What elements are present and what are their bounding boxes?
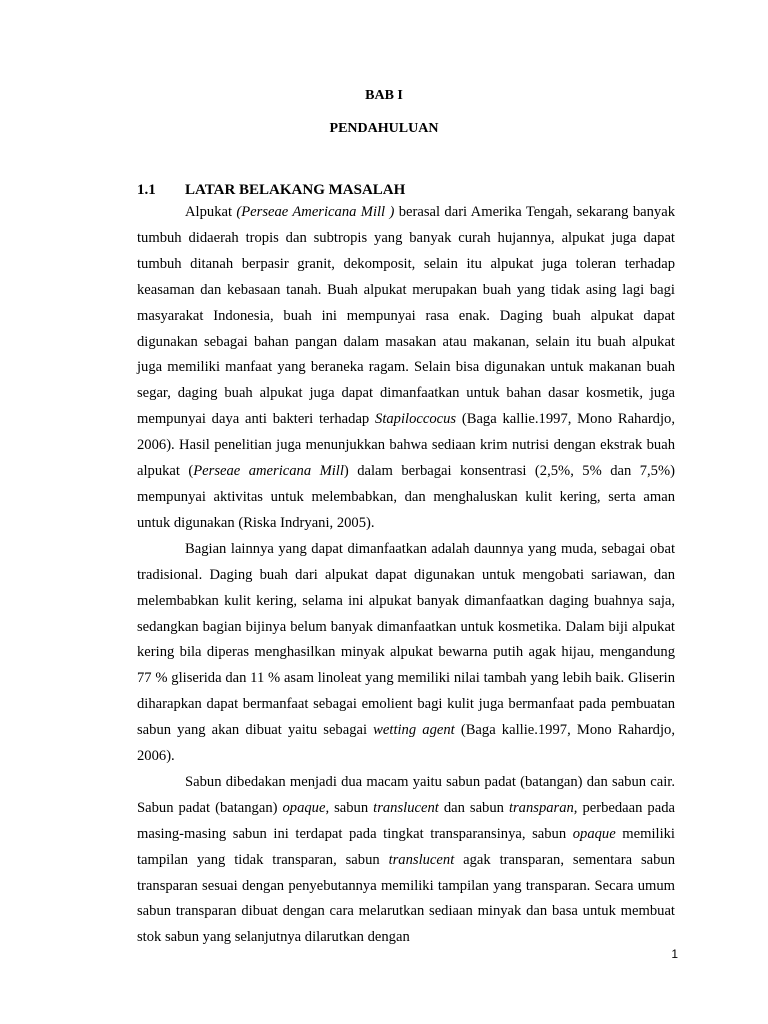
text-run: ) dalam berbagai konsentrasi (2,5%, 5% dan 7,5%) mempunyai aktivitas untuk melembabkan, dan menghaluskan kulit kering, serta aman untuk digunakan (Riska Indryani, 2005). bbox=[137, 463, 675, 531]
paragraph-2 bbox=[137, 537, 675, 770]
italic-text: transparan, bbox=[508, 799, 578, 816]
text-run: agak transparan, sementara sabun transparan sesuai dengan penyebutannya memiliki tampilan yang transparan. Secara umum sabun transparan dibuat dengan cara melarutkan sediaan minyak dan basa untuk membuat stok sabun yang selanjutnya dilarutkan dengan bbox=[137, 851, 675, 946]
text-run: perbedaan pada masing-masing sabun ini terdapat pada tingkat transparansinya, sabun bbox=[137, 799, 675, 842]
section-heading bbox=[137, 182, 405, 198]
text-run: Sabun dibedakan menjadi dua macam yaitu sabun padat (batangan) dan sabun cair. Sabun padat (batangan) bbox=[137, 773, 675, 816]
text-run: sabun bbox=[329, 799, 374, 816]
text-run: Alpukat bbox=[185, 204, 237, 220]
italic-text: , bbox=[333, 851, 337, 868]
italic-text: wetting agent bbox=[373, 722, 455, 739]
italic-text: (Perseae Americana Mill ) bbox=[236, 204, 395, 220]
italic-text: translucent bbox=[373, 799, 439, 816]
text-run: memiliki tampilan yang tidak transparan bbox=[137, 825, 675, 868]
chapter-heading: BAB I bbox=[365, 88, 403, 103]
italic-text: translucent bbox=[388, 851, 455, 868]
chapter-title: PENDAHULUAN bbox=[329, 121, 439, 136]
text-run: dan sabun bbox=[438, 799, 509, 816]
section-title: LATAR BELAKANG MASALAH bbox=[185, 182, 406, 198]
text-run: (Baga kallie.1997, Mono Rahardjo, 2006). bbox=[137, 722, 675, 765]
italic-text: opaque, bbox=[282, 799, 330, 816]
italic-text: opaque bbox=[572, 825, 616, 842]
paragraph-3 bbox=[137, 770, 675, 951]
italic-text: Perseae americana Mill bbox=[193, 463, 344, 480]
text-run: sabun bbox=[336, 851, 389, 868]
body-text bbox=[137, 200, 675, 951]
section-number: 1.1 bbox=[137, 182, 156, 198]
text-run: (Baga kallie.1997, Mono Rahardjo, 2006). Hasil penelitian juga menunjukkan bahwa sediaan krim nutrisi dengan ekstrak buah alpukat ( bbox=[137, 411, 675, 480]
text-run: berasal dari Amerika Tengah, sekarang banyak tumbuh didaerah tropis dan subtropis yang banyak curah hujannya, alpukat juga dapat tumbuh ditanah berpasir granit, dekomposit, selain itu alpukat juga toleran terhadap keasaman dan kebasaan tanah. Buah alpukat merupakan buah yang tidak asing lagi bagi masyarakat Indonesia, buah ini mempunyai rasa enak. Daging buah alpukat dapat digunakan sebagai bahan pangan dalam masakan atau makanan, selain itu buah alpukat juga memiliki manfaat yang beraneka ragam. Selain bisa digunakan untuk makanan buah segar, daging buah alpukat juga dapat dimanfaatkan untuk bahan dasar kosmetik, juga mempunyai daya anti bakteri terhadap bbox=[137, 204, 675, 428]
paragraph-1 bbox=[137, 200, 675, 537]
italic-text: Stapiloccocus bbox=[375, 411, 457, 428]
text-run: Bagian lainnya yang dapat dimanfaatkan adalah daunnya yang muda, sebagai obat tradisional. Daging buah dari alpukat dapat digunakan untuk mengobati sariawan, dan melembabkan kulit kering, selama ini alpukat banyak dimanfaatkan daging buahnya saja, sedangkan bagian bijinya belum banyak dimanfaatkan untuk kosmetika. Dalam biji alpukat kering bila diperas menghasilkan minyak alpukat bewarna putih agak hijau, mengandung 77 % gliserida dan 11 % asam linoleat yang memiliki nilai tambah yang lebih baik. Gliserin diharapkan dapat bermanfaat sebagai emolient bagi kulit juga bermanfaat pada pembuatan sabun yang akan dibuat yaitu sebagai bbox=[137, 540, 675, 739]
page-number: 1 bbox=[671, 947, 678, 961]
